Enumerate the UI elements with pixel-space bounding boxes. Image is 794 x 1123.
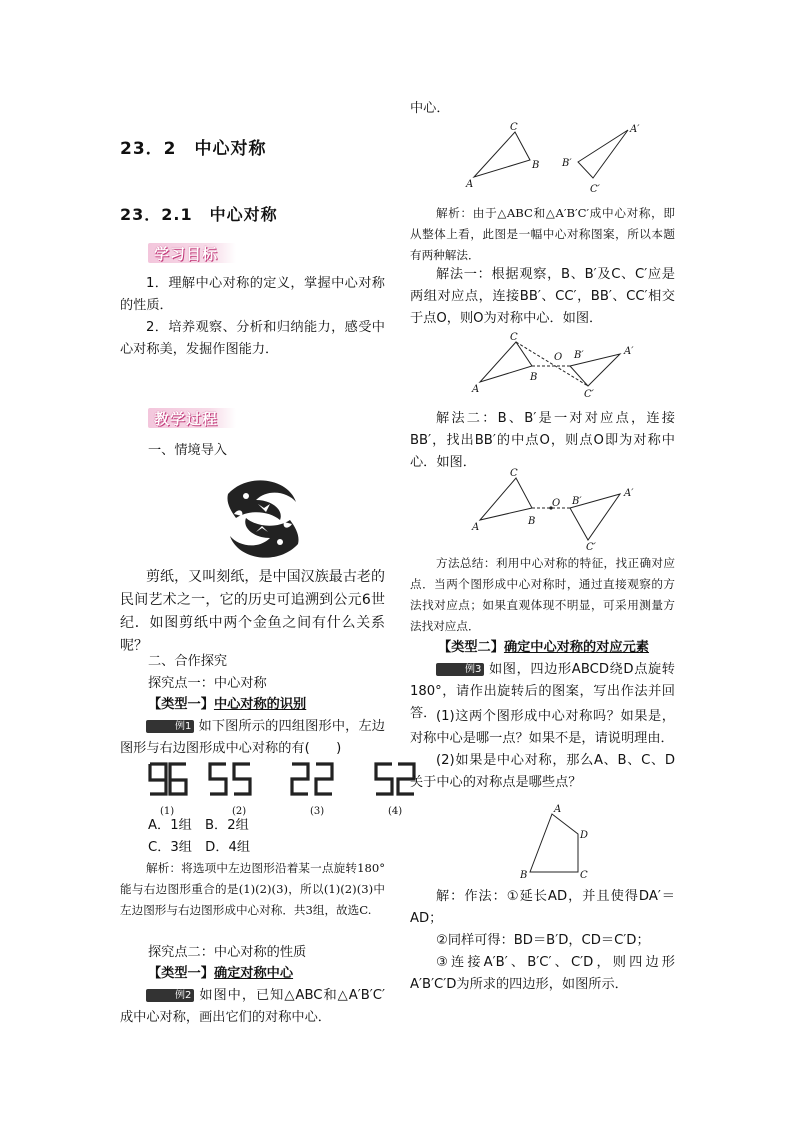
quadrilateral-figure [520,800,600,880]
type1b-prefix: 【类型一】 [148,966,214,981]
fig3-label-A-prime: A′ [624,488,634,499]
fig3-label-A: A [472,522,480,533]
glyph-label-4: (4) [388,806,403,817]
fig2-label-O: O [554,352,563,363]
triangles-figure-1 [460,120,660,200]
option-a-b: A．1组 B．2组 [148,818,249,833]
type1b-heading [148,963,293,985]
fig3-label-O: O [552,498,561,509]
triangles-figure-2 [470,330,670,398]
fig3-label-B-prime: B′ [572,496,582,507]
explore-point-2: 探究点二：中心对称的性质 [148,945,307,960]
solution-step-2: ②同样可得：BD＝B′D，CD＝C′D； [436,933,650,948]
glyph-6-shape [170,764,186,794]
method-summary: 方法总结：利用中心对称的特征，找正确对应点．当两个图形成中心对称时，通过直接观察的方法找对应点；如果直观体现不明显，可采用测量方法找对应点． [410,556,675,633]
example-3-tag: 例3 [436,663,484,676]
page-title: 23．2 中心对称 [120,139,267,159]
fig3-label-C-prime: C′ [586,542,596,552]
type1-text: 中心对称的识别 [213,697,307,712]
label-B-prime: B′ [562,158,572,169]
label-C: C [510,122,518,133]
section-title: 23．2.1 中心对称 [120,205,278,224]
example-2-tag: 例2 [146,989,194,1002]
section-intro-heading: 一、情境导入 [148,443,228,458]
quad-label-C: C [580,870,588,880]
triangles-figure-3 [470,468,670,552]
fig3-label-B: B [528,516,536,527]
learning-goals-label: 学习目标 [154,245,219,263]
fig2-label-C-prime: C′ [584,389,594,398]
example-1-tag: 例1 [146,720,194,733]
example-3-text: 如图，四边形ABCD绕D点旋转180°，请作出旋转后的图案，写出作法并回答． [410,662,675,721]
explore-point-1: 探究点一：中心对称 [148,676,267,691]
goal-item-1: 1．理解中心对称的定义，掌握中心对称的性质． [120,276,385,313]
teaching-process-banner [148,408,236,428]
fig2-label-C: C [510,332,518,343]
glyph-2a-shape [292,764,308,794]
teaching-process-label: 教学过程 [154,410,219,428]
option-c-d: C．3组 D．4组 [148,840,251,855]
type2-prefix: 【类型二】 [438,640,504,655]
fig2-label-B-prime: B′ [574,350,584,361]
fig2-label-A: A [472,384,480,395]
label-A-prime: A′ [630,124,640,135]
label-A: A [466,179,474,190]
digit-glyphs-figure [120,760,420,820]
quad-label-A: A [554,804,562,815]
glyph-9-shape [150,764,166,794]
solution-step-1: 解：作法：①延长AD，并且使得DA′＝AD； [410,889,675,926]
learning-goals-banner [148,243,236,263]
fig2-label-A-prime: A′ [624,346,634,357]
type1-heading [148,694,306,716]
type1-prefix: 【类型一】 [148,697,214,712]
glyph-label-3: (3) [310,806,325,817]
fig2-label-B: B [530,372,538,383]
label-B: B [532,160,540,171]
type2-heading [438,637,649,659]
continued-text: 中心． [410,101,450,116]
glyph-5a-shape [210,764,226,794]
solution-step-3: ③连接A′B′、B′C′、C′D，则四边形A′B′C′D为所求的四边形，如图所示． [410,955,675,992]
section-explore-heading: 二、合作探究 [148,654,228,669]
fig3-label-C: C [510,468,518,479]
example-1 [120,716,385,760]
glyph-2b-shape [316,764,332,794]
type2-text: 确定中心对称的对应元素 [503,640,649,655]
example-2 [120,985,385,1029]
question-2: (2)如果是中心对称，那么A、B、C、D关于中心的对称点是哪些点？ [410,753,675,790]
example-2-text: 如图中，已知△ABC和△A′B′C′成中心对称，画出它们的对称中心． [120,988,385,1025]
goal-item-2: 2．培养观察、分析和归纳能力，感受中心对称美，发掘作图能力． [120,320,385,357]
quad-label-D: D [580,830,589,841]
example-1-solution: 解析：将选项中左边图形沿着某一点旋转180°能与右边图形重合的是(1)(2)(3)，所以(1)(2)(3)中左边图形与右边图形成中心对称．共3组，故选C. [120,861,385,917]
label-C-prime: C′ [590,184,600,195]
type1b-text: 确定对称中心 [213,966,294,981]
glyph-label-1: (1) [160,806,175,817]
glyph-5b-shape [234,764,250,794]
intro-paragraph: 剪纸，又叫刻纸，是中国汉族最古老的民间艺术之一，它的历史可追溯到公元6世纪．如图剪纸中两个金鱼之间有什么关系呢？ [120,569,385,654]
example-2-analysis: 解析：由于△ABC和△A′B′C′成中心对称，即从整体上看，此图是一幅中心对称图案，所以本题有两种解法． [410,206,675,262]
glyph-5c-shape [376,764,392,794]
method-1: 解法一：根据观察，B、B′及C、C′应是两组对应点，连接BB′、CC′，BB′、CC′相交于点O，则O为对称中心．如图． [410,267,675,326]
glyph-label-2: (2) [232,806,247,817]
example-1-text: 如下图所示的四组图形中，左边图形与右边图形成中心对称的有( ) [120,719,385,756]
quad-label-B: B [520,870,528,880]
paper-cut-fish-image [218,474,308,564]
question-1: (1)这两个图形成中心对称吗？如果是，对称中心是哪一点？如果不是，请说明理由． [410,709,675,746]
method-2: 解法二：B、B′是一对对应点，连接BB′，找出BB′的中点O，则点O即为对称中心．如图． [410,411,675,470]
